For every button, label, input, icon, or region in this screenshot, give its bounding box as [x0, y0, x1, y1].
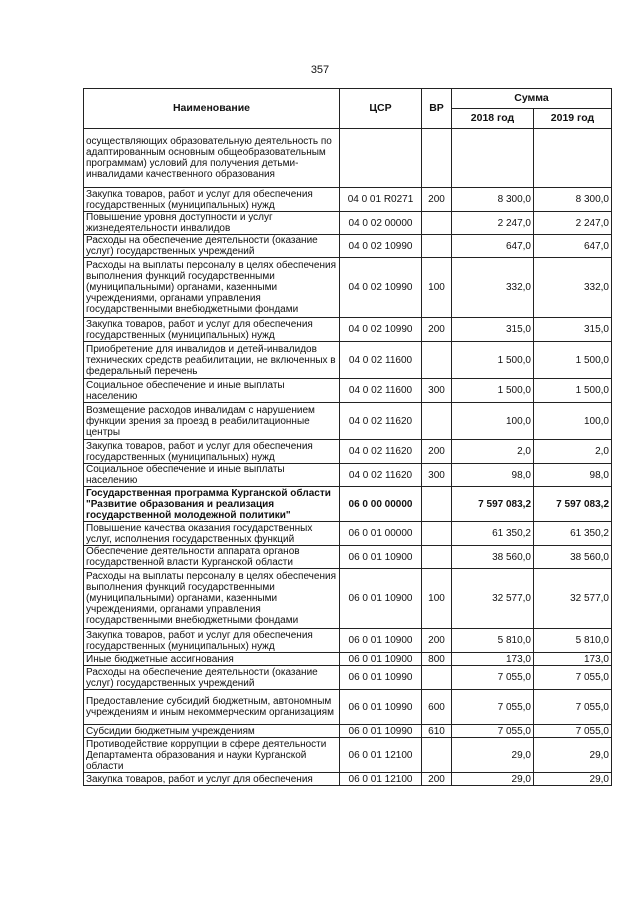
row-sum-2018: 98,0 — [452, 464, 534, 487]
row-csr: 06 0 01 12100 — [340, 773, 422, 786]
row-csr: 04 0 02 11600 — [340, 342, 422, 379]
row-sum-2018: 2,0 — [452, 440, 534, 464]
row-csr: 04 0 02 10990 — [340, 258, 422, 318]
table-row — [84, 690, 612, 725]
row-name: Закупка товаров, работ и услуг для обеспечения государственных (муниципальных) нужд — [84, 629, 340, 653]
row-sum-2018: 5 810,0 — [452, 629, 534, 653]
row-name: Закупка товаров, работ и услуг для обеспечения — [84, 773, 340, 786]
row-name: Субсидии бюджетным учреждениям — [84, 725, 340, 738]
row-csr: 06 0 01 10900 — [340, 546, 422, 569]
row-sum-2019: 1 500,0 — [534, 379, 612, 403]
row-vr: 200 — [422, 629, 452, 653]
table-row — [84, 666, 612, 690]
row-sum-2018: 332,0 — [452, 258, 534, 318]
row-vr — [422, 212, 452, 235]
header-sum: Сумма — [452, 89, 612, 109]
row-sum-2019: 8 300,0 — [534, 188, 612, 212]
row-sum-2018: 32 577,0 — [452, 569, 534, 629]
row-sum-2018: 7 055,0 — [452, 666, 534, 690]
page-number: 357 — [310, 64, 330, 76]
table-row — [84, 464, 612, 487]
row-vr — [422, 342, 452, 379]
row-csr: 04 0 02 11620 — [340, 440, 422, 464]
row-vr: 600 — [422, 690, 452, 725]
row-sum-2019: 173,0 — [534, 653, 612, 666]
row-sum-2018: 1 500,0 — [452, 379, 534, 403]
row-name: осуществляющих образовательную деятельность по адаптированным основным общеобразовательным программам) условий для получения детьми-инвалидами качественного образования — [84, 129, 340, 188]
table-row — [84, 129, 612, 188]
row-sum-2018: 315,0 — [452, 318, 534, 342]
row-csr: 04 0 02 11620 — [340, 464, 422, 487]
row-name: Закупка товаров, работ и услуг для обеспечения государственных (муниципальных) нужд — [84, 318, 340, 342]
row-csr: 06 0 01 10900 — [340, 653, 422, 666]
row-csr: 04 0 02 11600 — [340, 379, 422, 403]
row-vr — [422, 403, 452, 440]
row-sum-2019: 7 055,0 — [534, 666, 612, 690]
header-csr: ЦСР — [340, 89, 422, 129]
table-row — [84, 212, 612, 235]
row-csr: 06 0 01 12100 — [340, 738, 422, 773]
row-csr: 06 0 01 10990 — [340, 666, 422, 690]
row-name: Социальное обеспечение и иные выплаты населению — [84, 379, 340, 403]
row-sum-2019: 98,0 — [534, 464, 612, 487]
row-csr: 06 0 01 00000 — [340, 522, 422, 546]
row-vr — [422, 129, 452, 188]
row-sum-2018: 1 500,0 — [452, 342, 534, 379]
row-sum-2018: 2 247,0 — [452, 212, 534, 235]
header-vr: ВР — [422, 89, 452, 129]
row-sum-2019: 29,0 — [534, 773, 612, 786]
row-csr: 06 0 01 10990 — [340, 725, 422, 738]
row-csr: 04 0 02 11620 — [340, 403, 422, 440]
row-name: Повышение уровня доступности и услуг жизнедеятельности инвалидов — [84, 212, 340, 235]
row-sum-2019: 647,0 — [534, 235, 612, 258]
row-name: Повышение качества оказания государственных услуг, исполнения государственных функций — [84, 522, 340, 546]
row-csr — [340, 129, 422, 188]
row-csr: 04 0 02 10990 — [340, 318, 422, 342]
row-sum-2019: 32 577,0 — [534, 569, 612, 629]
table-row — [84, 738, 612, 773]
row-sum-2018: 38 560,0 — [452, 546, 534, 569]
row-name: Расходы на выплаты персоналу в целях обеспечения выполнения функций государственными (муниципальными) органами, казенными учреждениями, органами управления государственными внебюджетными фондами — [84, 569, 340, 629]
row-sum-2019: 332,0 — [534, 258, 612, 318]
row-sum-2019: 61 350,2 — [534, 522, 612, 546]
row-sum-2018: 7 055,0 — [452, 725, 534, 738]
row-sum-2019: 2,0 — [534, 440, 612, 464]
row-csr: 06 0 00 00000 — [340, 487, 422, 522]
row-vr — [422, 522, 452, 546]
table-row — [84, 379, 612, 403]
table-row — [84, 522, 612, 546]
row-sum-2018: 7 055,0 — [452, 690, 534, 725]
row-vr — [422, 738, 452, 773]
row-sum-2019: 29,0 — [534, 738, 612, 773]
table-row — [84, 487, 612, 522]
row-csr: 06 0 01 10990 — [340, 690, 422, 725]
row-sum-2019: 315,0 — [534, 318, 612, 342]
table-row — [84, 258, 612, 318]
row-name: Расходы на обеспечение деятельности (оказание услуг) государственных учреждений — [84, 666, 340, 690]
row-name: Противодействие коррупции в сфере деятельности Департамента образования и науки Курганской области — [84, 738, 340, 773]
row-sum-2018: 647,0 — [452, 235, 534, 258]
row-csr: 06 0 01 10900 — [340, 569, 422, 629]
row-csr: 04 0 02 10990 — [340, 235, 422, 258]
table-row — [84, 546, 612, 569]
row-name: Приобретение для инвалидов и детей-инвалидов технических средств реабилитации, не включенных в федеральный перечень — [84, 342, 340, 379]
row-sum-2019: 100,0 — [534, 403, 612, 440]
row-csr: 06 0 01 10900 — [340, 629, 422, 653]
table-row — [84, 403, 612, 440]
row-sum-2019: 7 055,0 — [534, 725, 612, 738]
row-sum-2019: 1 500,0 — [534, 342, 612, 379]
table-row — [84, 440, 612, 464]
table-row — [84, 653, 612, 666]
row-vr — [422, 487, 452, 522]
header-year-2019: 2019 год — [534, 109, 612, 129]
header-row — [84, 89, 612, 109]
table-row — [84, 773, 612, 786]
row-sum-2018: 29,0 — [452, 738, 534, 773]
row-sum-2019: 2 247,0 — [534, 212, 612, 235]
budget-table — [83, 88, 612, 786]
row-vr: 100 — [422, 258, 452, 318]
row-sum-2018: 29,0 — [452, 773, 534, 786]
row-vr — [422, 546, 452, 569]
row-name: Возмещение расходов инвалидам с нарушением функции зрения за проезд в реабилитационные центры — [84, 403, 340, 440]
row-sum-2019: 5 810,0 — [534, 629, 612, 653]
row-name: Закупка товаров, работ и услуг для обеспечения государственных (муниципальных) нужд — [84, 440, 340, 464]
row-vr: 300 — [422, 464, 452, 487]
row-name: Иные бюджетные ассигнования — [84, 653, 340, 666]
row-vr: 610 — [422, 725, 452, 738]
row-vr — [422, 235, 452, 258]
row-name: Расходы на обеспечение деятельности (оказание услуг) государственных учреждений — [84, 235, 340, 258]
row-vr: 200 — [422, 188, 452, 212]
row-vr: 800 — [422, 653, 452, 666]
row-vr: 200 — [422, 773, 452, 786]
row-vr — [422, 666, 452, 690]
row-name: Предоставление субсидий бюджетным, автономным учреждениям и иным некоммерческим организациям — [84, 690, 340, 725]
header-name: Наименование — [84, 89, 340, 129]
table-row — [84, 318, 612, 342]
row-name: Социальное обеспечение и иные выплаты населению — [84, 464, 340, 487]
table-row — [84, 235, 612, 258]
row-sum-2019: 7 597 083,2 — [534, 487, 612, 522]
row-sum-2018: 173,0 — [452, 653, 534, 666]
row-name: Государственная программа Курганской области "Развитие образования и реализация государственной молодежной политики" — [84, 487, 340, 522]
row-sum-2018: 100,0 — [452, 403, 534, 440]
row-sum-2018: 8 300,0 — [452, 188, 534, 212]
row-sum-2019: 7 055,0 — [534, 690, 612, 725]
row-name: Закупка товаров, работ и услуг для обеспечения государственных (муниципальных) нужд — [84, 188, 340, 212]
row-csr: 04 0 01 R0271 — [340, 188, 422, 212]
table-row — [84, 342, 612, 379]
row-vr: 200 — [422, 318, 452, 342]
table-row — [84, 725, 612, 738]
table-row — [84, 629, 612, 653]
row-sum-2019: 38 560,0 — [534, 546, 612, 569]
table-body — [84, 129, 612, 786]
table-row — [84, 569, 612, 629]
row-sum-2019 — [534, 129, 612, 188]
row-vr: 300 — [422, 379, 452, 403]
row-sum-2018 — [452, 129, 534, 188]
row-sum-2018: 7 597 083,2 — [452, 487, 534, 522]
row-csr: 04 0 02 00000 — [340, 212, 422, 235]
row-vr: 200 — [422, 440, 452, 464]
row-name: Обеспечение деятельности аппарата органов государственной власти Курганской области — [84, 546, 340, 569]
row-sum-2018: 61 350,2 — [452, 522, 534, 546]
row-name: Расходы на выплаты персоналу в целях обеспечения выполнения функций государственными (муниципальными) органами, казенными учреждениями, органами управления государственными внебюджетными фондами — [84, 258, 340, 318]
table-row — [84, 188, 612, 212]
row-vr: 100 — [422, 569, 452, 629]
header-year-2018: 2018 год — [452, 109, 534, 129]
